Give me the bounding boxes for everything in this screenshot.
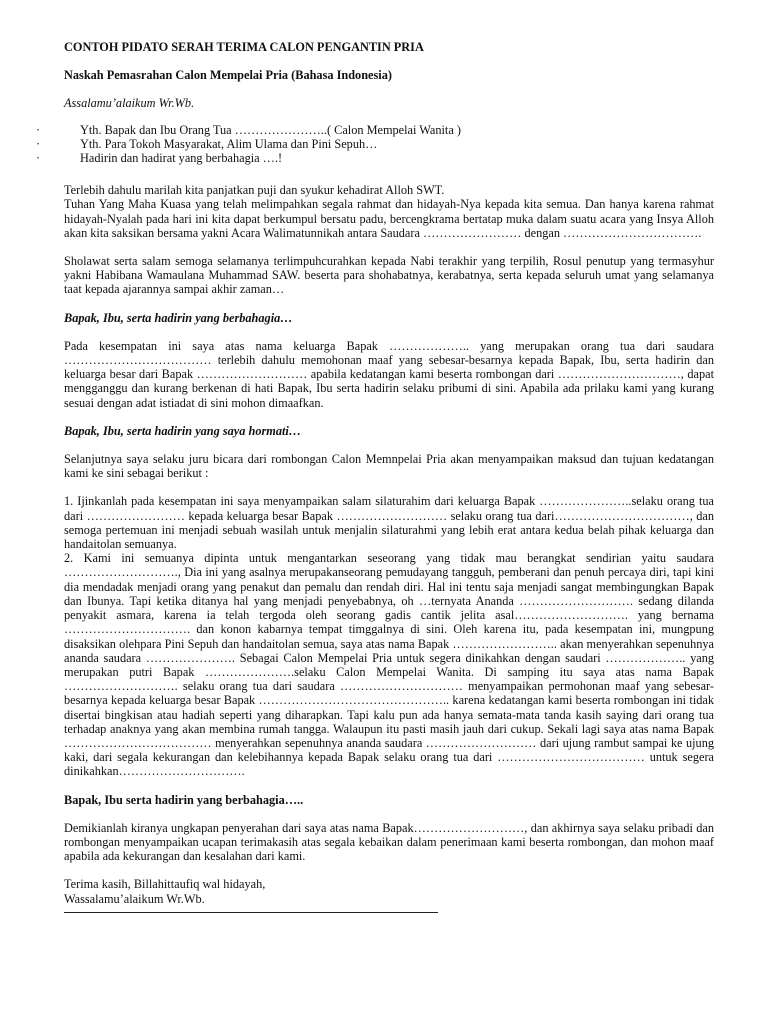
signature-divider <box>64 912 438 913</box>
point-item: 1. Ijinkanlah pada kesempatan ini saya menyampaikan salam silaturahim dari keluarga Bapak …………………..selaku orang tua dari …………………… kepada keluarga besar Bapak ……………………… selaku orang tua dari……………………………, dan semoga pertemuan ini menjadi sebuah wasilah untuk menjalin silaturahmi yang lebih erat antara kedua belah pihak keluarga dan handaitolan semuanya. <box>64 494 714 552</box>
document-body <box>64 40 714 913</box>
opening-line: Terlebih dahulu marilah kita panjatkan puji dan syukur kehadirat Alloh SWT. <box>64 183 445 198</box>
intent-paragraph: Selanjutnya saya selaku juru bicara dari rombongan Calon Memnpelai Pria akan menyampaikan maksud dan tujuan kedatangan kami ke sini sebagai berikut : <box>64 452 714 481</box>
addressee-list <box>64 123 714 166</box>
addressee-item: · Hadirin dan hadirat yang berbahagia ….! <box>64 151 714 165</box>
points-list <box>64 494 714 778</box>
addressee-item: · Yth. Para Tokoh Masyarakat, Alim Ulama dan Pini Sepuh… <box>64 137 714 151</box>
section-heading: Bapak, Ibu, serta hadirin yang saya hormati… <box>64 423 302 438</box>
sholawat-paragraph: Sholawat serta salam semoga selamanya terlimpuhcurahkan kepada Nabi terakhir yang terpilih, Rosul penutup yang termasyhur yakni Habibana Wamaulana Muhammad SAW. beserta para shohabatnya, kerabatnya, serta kepada seluruh umat yang selamanya taat kepada ajarannya sampai akhir zaman… <box>64 254 714 297</box>
closing-paragraph: Demikianlah kiranya ungkapan penyerahan dari saya atas nama Bapak………………………, dan akhirnya saya selaku pribadi dan rombongan menyampaikan ucapan terimakasih atas segala kebaikan dalam penerimaan kami beserta rombongan, dan mohon maaf apabila ada kekurangan dan kesalahan dari kami. <box>64 820 714 864</box>
point-item: 2. Kami ini semuanya dipinta untuk mengantarkan seseorang yang tidak mau berangkat sendirian yaitu saudara ………………………., Dia ini yang asalnya merupakanseorang pemudayang tangguh, pemberani dan penuh percaya diri, tapi kini dia mendadak menjadi orang yang penakut dan pemalu dan rendah diri. Hal ini tentu saja menjadi sangat membingungkan Bapak dan Ibunya. Tapi ketika ditanya hal yang menjadi penyebabnya, oh …ternyata Ananda ………………………. sedang dilanda penyakit asmara, karena ia telah tergoda oleh seorang gadis cantik jelita asal………………………. yang bernama …………………………. dan konon kabarnya tempat timggalnya di sini. Oleh karena itu, pada kesempatan ini, mungpung disaksikan olehpara Pini Sepuh dan handaitolan semua, saya atas nama Bapak …………………….. akan menyerahkan sepenuhnya ananda saudara …………………. Sebagai Calon Mempelai Pria untuk segera dinikahkan dengan saudari ……………….. yang merupakan putri Bapak ………………….selaku Calon Mempelai Wanita. Di samping itu saya atas nama Bapak ………………………. selaku orang tua dari saudara ………………………… menyampaikan permohonan maaf yang sebesar-besarnya kepada keluarga besar Bapak ……………………………………….. karena kedatangan kami beserta rombongan ini tidak disertai bingkisan atau hadiah seperti yang diharapkan. Tapi kalu pun ada hanya semata-mata tanda kasih saying dari orang tua terhadap anaknya yang akan membina rumah tangga. Walaupun itu pasti masih jauh dari cukup. Sekali lagi saya atas nama Bapak ……………………………… menyerahkan sepenuhnya ananda saudara ……………………… dari ujung rambut sampai ke ujung kaki, dari segala kekurangan dan kelebihannya kepada Bapak selaku orang tua dari ……………………………… untuk segera dinikahkan…………………………. <box>64 551 714 779</box>
section-heading: Bapak, Ibu, serta hadirin yang berbahagia… <box>64 310 293 325</box>
opening-text: Tuhan Yang Maha Kuasa yang telah melimpahkan segala rahmat dan hidayah-Nya kepada kita semua. Dan hanya karena rahmat hidayah-Nyalah pada hari ini kita dapat berkumpul bersatu padu, bercengkrama bertatap muka dalam suatu acara yang Insya Alloh akan kita saksikan bersama yakni Acara Walimatunnikah antara Saudara …………………… dengan ……………………………. <box>64 197 714 240</box>
addressee-item: · Yth. Bapak dan Ibu Orang Tua …………………..( Calon Mempelai Wanita ) <box>64 123 714 137</box>
document-title: CONTOH PIDATO SERAH TERIMA CALON PENGANTIN PRIA <box>64 40 424 54</box>
section-heading: Bapak, Ibu serta hadirin yang berbahagia….. <box>64 792 304 807</box>
document-subtitle: Naskah Pemasrahan Calon Mempelai Pria (Bahasa Indonesia) <box>64 68 392 83</box>
closing-salam: Wassalamu’alaikum Wr.Wb. <box>64 891 205 906</box>
opening-paragraph <box>64 183 714 240</box>
closing-line: Terima kasih, Billahittaufiq wal hidayah, <box>64 877 266 892</box>
apology-paragraph: Pada kesempatan ini saya atas nama keluarga Bapak ……………….. yang merupakan orang tua dari saudara ……………………………… terlebih dahulu memohonan maaf yang sebesar-besarnya kepada Bapak, Ibu, serta hadirin dan keluarga besar dari Bapak ……………………… apabila kedatangan kami beserta rombongan dari …………………………, dapat mengganggu dan kurang berkenan di hati Bapak, Ibu serta hadirin selaku pribumi di sini. Apabila ada prilaku kami yang kurang sesuai dengan adat istiadat di sini mohon dimaafkan. <box>64 338 714 410</box>
opening-greeting: Assalamu’alaikum Wr.Wb. <box>64 96 195 111</box>
